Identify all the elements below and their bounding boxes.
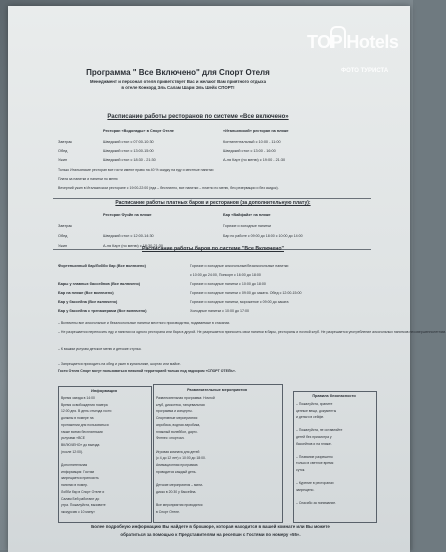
- rule-line: – Запрещается приходить на обед и ужин в купальнике, шортах или майке.: [58, 362, 181, 366]
- info-line: ВКЛЮЧЕНО» до выезда: [61, 442, 100, 447]
- bar-hours: Горячие и холодные напитки с 10:00 до 18:00: [190, 282, 266, 286]
- rule-line: – К вашим услугам детское меню и детские стулья.: [58, 347, 142, 351]
- watermark-brand: TOP Hotels: [307, 32, 399, 52]
- safety-line: – Курение в ресторанах: [296, 481, 334, 486]
- rule-line: Гости Отеля Спорт могут пользоваться пляжной территорией только под надзором «СПОРТ ОТЕЛЬ».: [58, 369, 236, 373]
- note-line: Плата за напитки и напитки по меню: [58, 177, 118, 181]
- table-row-label: Ужин: [58, 244, 68, 248]
- safety-line: запрещено.: [296, 487, 315, 492]
- safety-line: бассейнов и на пляже.: [296, 441, 332, 446]
- bar-name: Бары у главных бассейнов (Все включено): [58, 282, 141, 286]
- entertainment-line: программа и концерты.: [156, 409, 193, 414]
- table-cell: Шведский стол с 13:00 - 16:00: [223, 149, 276, 153]
- info-line: 12:00 дня. В день отъезда гости: [61, 409, 112, 414]
- entertainment-line: Все мероприятия проводятся: [156, 503, 203, 508]
- table-row-label: Обед: [58, 234, 68, 238]
- table-col-head: Бар «Вайфайз» на пляже: [223, 213, 271, 217]
- box-heading: Развлекательные мероприятия: [187, 388, 247, 392]
- bar-hours: Горячие и холодные напитки, мороженое с 09:00 до заката: [190, 300, 289, 304]
- info-line: запрещается приносить: [61, 476, 99, 481]
- entertainment-line: Детские мероприятия – мини-: [156, 483, 204, 488]
- entertainment-line: Спортивные мероприятия:: [156, 416, 199, 421]
- entertainment-line: Игровая комната для детей: [156, 449, 200, 454]
- note-line: Только Итальянские ресторан все гости имеют право на 40 % скидку на еду и местные напитки: [58, 168, 214, 172]
- info-line: протяжении дня пользоваться: [61, 422, 109, 427]
- safety-line: суток.: [296, 468, 306, 472]
- table-col-head: Ресторан «Водопады» в Спорт Отеле: [103, 129, 174, 133]
- entertainment-line: Фитнес: спортзал.: [156, 436, 185, 441]
- table-cell: Шведский стол с 07:00-10:30: [103, 140, 154, 144]
- table-cell: Шведский стол с 18:30 - 21:30: [103, 158, 156, 162]
- table-col-head: Ресторан Фузйн на пляже: [103, 213, 152, 217]
- safety-line: – Пожалуйста, не оставляйте: [296, 428, 343, 433]
- table-row-label: Завтрак: [58, 140, 72, 144]
- info-line: информация: Гостям: [61, 469, 95, 474]
- rule-line: – Включены все алкогольные и безалкогольные напитки местного производства, подаваемые в стаканах.: [58, 321, 231, 325]
- intro-line: Менеджмент и персонал отеля приветствует Вас и желают Вам приятного отдыха: [90, 79, 266, 84]
- table-cell: Шведский стол с 13:00-15:00: [103, 149, 154, 153]
- info-line: (после 12:00).: [61, 449, 83, 454]
- table-cell: Бар по работе с 09:00 до 18:00 с 10:00 до 14:00: [223, 234, 303, 238]
- entertainment-line: аэробика, водная аэробика,: [156, 422, 201, 427]
- bar-name: Бар у бассейна (Все включено): [58, 300, 118, 304]
- box-heading: Правила безопасности: [312, 394, 356, 398]
- info-line: Время заезда в 14:00: [61, 396, 95, 400]
- entertainment-line: диско в 20:30 у бассейна.: [156, 489, 197, 494]
- entertainment-line: Анимационная программа: [156, 463, 198, 467]
- bar-name: Бар на пляже (Все включено): [58, 291, 114, 295]
- table-row-label: Завтрак: [58, 224, 72, 228]
- watermark-tagline: ФОТО ТУРИСТА: [341, 68, 389, 74]
- table-cell: А-ля Карт (по меню) с 19:00 - 21:30: [223, 158, 286, 162]
- table-row-label: Ужин: [58, 158, 68, 162]
- bar-hours: Холодные напитки с 10:00 до 17:00: [190, 309, 250, 313]
- table-cell: Горячие и холодные напитки: [223, 224, 272, 228]
- entertainment-line: в Спорт Отеле.: [156, 509, 180, 514]
- section-heading: Расписание работы ресторанов по системе «Все включено»: [107, 114, 289, 120]
- table-cell: Континентальный с 10:00 - 11:00: [223, 140, 281, 144]
- footer-line: обратиться за помощью к Представителям на ресепшн с Гостями по номеру «55».: [120, 532, 301, 537]
- bar-name: Бар у бассейна с тренажерами (Все включено): [58, 309, 147, 313]
- box-heading: Информация: [91, 388, 117, 393]
- info-line: Дополнительная: [61, 463, 88, 467]
- info-line: должны в номере на: [61, 416, 94, 421]
- section-heading: Расписание работы баров по системе "Все Включено": [142, 246, 284, 252]
- safety-line: – Пожалуйста, храните: [296, 402, 333, 406]
- info-line: напитки в номер.: [61, 483, 88, 488]
- bar-name: Фортепьянный бар/Лобби бар (Все включено): [58, 264, 146, 268]
- safety-line: и деньги в сейфе.: [296, 415, 325, 420]
- entertainment-line: (с 4 до 12 лет) с 10:00 до 18:00.: [156, 456, 206, 461]
- entertainment-line: клуб, дискотека, танцевальная: [156, 402, 205, 407]
- note-line: Вечерний ужин в Итальянском ресторане с 19:00-22:00 (еда – бесплатно, все напитки – платно по меню, без резервации и без скидок).: [58, 186, 279, 190]
- table-col-head: «Итальянский» ресторан на пляже: [223, 129, 289, 133]
- program-sheet: [8, 6, 446, 552]
- table-row-label: Обед: [58, 149, 68, 153]
- entertainment-line: Развлекательная программа: Ночной: [156, 396, 215, 400]
- entertainment-line: проводится каждый день.: [156, 469, 197, 474]
- safety-line: только в светлое время: [296, 461, 334, 466]
- rule-line: – Не разрешается переносить еду и напитки из одного ресторана или бара в другой. Не разрешается приносить свои напитки в бары, рестораны и ночной клуб. Не разрешается употребление алкогольных напитков несовершеннолетним.: [58, 330, 446, 334]
- info-line: Время освобождения номера: [61, 402, 108, 407]
- info-line: Салам Бей работают до: [61, 496, 100, 501]
- page-title: Программа " Все Включено" для Спорт Отеля: [86, 68, 270, 77]
- intro-line: в отеле Конкорд Эль Салам Шарм Эль Шейх СПОРТ!: [121, 85, 235, 90]
- safety-line: – Спасибо за понимание.: [296, 501, 337, 505]
- bar-hours: Горячие и холодные напитки с 09:00 до заката. Обед с 12:00-15:00: [190, 291, 302, 295]
- table-cell: А-ля Карт (по меню) с 18:30-21:30: [103, 244, 163, 248]
- bar-hours: Горячие и холодные алкогольные/безалкогольные напитки: [190, 264, 289, 268]
- table-cell: Шведский стол с 12:00-14:30: [103, 234, 154, 238]
- info-line: утра. Пожалуйста, вызовите: [61, 503, 106, 508]
- watermark: [307, 26, 407, 74]
- entertainment-line: пляжный волейбол, дартс.: [156, 429, 198, 434]
- safety-line: ценные вещи, документы: [296, 408, 337, 413]
- footer-line: Более подробную информацию Вы найдете в брошюре, которая находится в вашей комнате или Вы можете: [91, 524, 330, 529]
- section-heading: Расписание работы платных баров и ресторанов (за дополнительную плату):: [115, 200, 311, 206]
- safety-line: детей без присмотра у: [296, 435, 332, 439]
- divider: [53, 198, 371, 199]
- safety-line: – Плавание разрешено: [296, 454, 333, 459]
- info-line: экскурсию с 10 минут: [61, 509, 95, 514]
- info-line: услугами «ВСЕ: [61, 436, 85, 441]
- info-line: также всеми бесплатными: [61, 429, 103, 434]
- info-line: Лобби бар в Спорт Отеле и: [61, 489, 105, 494]
- bar-hours: с 10:00 до 24:00, Попкорн с 16:00 до 18:00: [190, 273, 261, 277]
